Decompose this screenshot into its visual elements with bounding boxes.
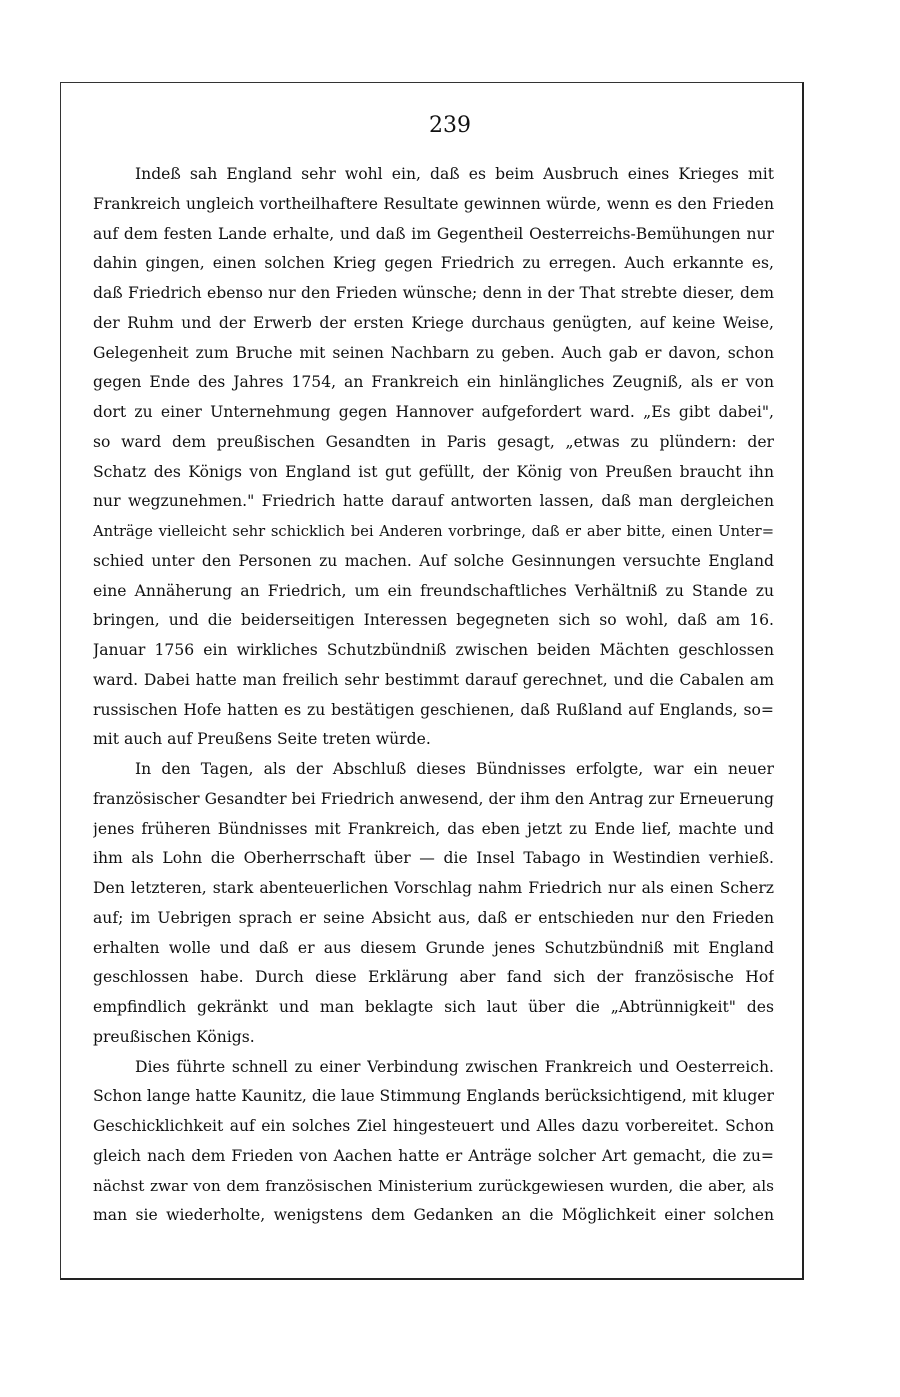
text-line: russischen Hofe hatten es zu bestätigen geschienen, daß Rußland auf Englands, so=	[93, 700, 774, 719]
text-line: Gelegenheit zum Bruche mit seinen Nachbarn zu geben. Auch gab er davon, schon	[93, 343, 774, 362]
text-line: man sie wiederholte, wenigstens dem Gedanken an die Möglichkeit einer solchen	[93, 1206, 774, 1225]
text-line: preußischen Königs.	[93, 1027, 255, 1046]
text-line: gegen Ende des Jahres 1754, an Frankreich ein hinlängliches Zeugniß, als er von	[93, 373, 774, 392]
text-line: Dies führte schnell zu einer Verbindung zwischen Frankreich und Oesterreich.	[135, 1057, 774, 1076]
text-line: schied unter den Personen zu machen. Auf solche Gesinnungen versuchte England	[93, 551, 774, 570]
text-line: der Ruhm und der Erwerb der ersten Kriege durchaus genügten, auf keine Weise,	[93, 313, 774, 332]
text-line: gleich nach dem Frieden von Aachen hatte er Anträge solcher Art gemacht, die zu=	[93, 1146, 774, 1165]
text-line: dort zu einer Unternehmung gegen Hannover aufgefordert ward. „Es gibt dabei",	[93, 403, 774, 421]
text-line: empfindlich gekränkt und man beklagte sich laut über die „Abtrünnigkeit" des	[93, 998, 774, 1016]
text-line: Schon lange hatte Kaunitz, die laue Stimmung Englands berücksichtigend, mit kluger	[93, 1087, 774, 1106]
text-line: erhalten wolle und daß er aus diesem Grunde jenes Schutzbündniß mit England	[93, 938, 774, 957]
page-number: 239	[429, 113, 471, 138]
text-line: Schatz des Königs von England ist gut gefüllt, der König von Preußen braucht ihn	[93, 462, 774, 481]
text-line: französischer Gesandter bei Friedrich anwesend, der ihm den Antrag zur Erneuerung	[93, 789, 774, 808]
text-line: Den letzteren, stark abenteuerlichen Vorschlag nahm Friedrich nur als einen Scherz	[93, 879, 774, 897]
text-line: Geschicklichkeit auf ein solches Ziel hingesteuert und Alles dazu vorbereitet. Schon	[93, 1117, 774, 1135]
text-line: ihm als Lohn die Oberherrschaft über — die Insel Tabago in Westindien verhieß.	[93, 849, 774, 868]
text-line: Anträge vielleicht sehr schicklich bei Anderen vorbringe, daß er aber bitte, einen Unter=	[93, 523, 774, 540]
text-line: daß Friedrich ebenso nur den Frieden wünsche; denn in der That strebte dieser, dem	[93, 284, 774, 302]
text-line: auf; im Uebrigen sprach er seine Absicht aus, daß er entschieden nur den Frieden	[93, 908, 774, 927]
text-line: Indeß sah England sehr wohl ein, daß es beim Ausbruch eines Krieges mit	[135, 165, 774, 183]
text-line: geschlossen habe. Durch diese Erklärung aber fand sich der französische Hof	[93, 968, 774, 987]
body-text	[93, 160, 774, 1231]
text-line: Januar 1756 ein wirkliches Schutzbündniß zwischen beiden Mächten geschlossen	[93, 641, 774, 659]
text-line: eine Annäherung an Friedrich, um ein freundschaftliches Verhältniß zu Stande zu	[93, 581, 774, 600]
text-line: nächst zwar von dem französischen Ministerium zurückgewiesen wurden, die aber, als	[93, 1176, 774, 1195]
text-line: In den Tagen, als der Abschluß dieses Bündnisses erfolgte, war ein neuer	[135, 760, 774, 778]
text-line: Frankreich ungleich vortheilhaftere Resultate gewinnen würde, wenn es den Frieden	[93, 194, 774, 213]
text-line: ward. Dabei hatte man freilich sehr bestimmt darauf gerechnet, und die Cabalen am	[93, 670, 774, 689]
text-line: bringen, und die beiderseitigen Interessen begegneten sich so wohl, daß am 16.	[93, 611, 774, 630]
text-line: mit auch auf Preußens Seite treten würde.	[93, 730, 431, 749]
text-line: nur wegzunehmen." Friedrich hatte darauf antworten lassen, daß man dergleichen	[93, 492, 774, 511]
text-line: so ward dem preußischen Gesandten in Paris gesagt, „etwas zu plündern: der	[93, 432, 774, 451]
text-line: auf dem festen Lande erhalte, und daß im Gegentheil Oesterreichs-Bemühungen nur	[93, 224, 774, 243]
text-line: jenes früheren Bündnisses mit Frankreich, das eben jetzt zu Ende lief, machte und	[93, 819, 774, 838]
text-line: dahin gingen, einen solchen Krieg gegen Friedrich zu erregen. Auch erkannte es,	[93, 254, 774, 273]
